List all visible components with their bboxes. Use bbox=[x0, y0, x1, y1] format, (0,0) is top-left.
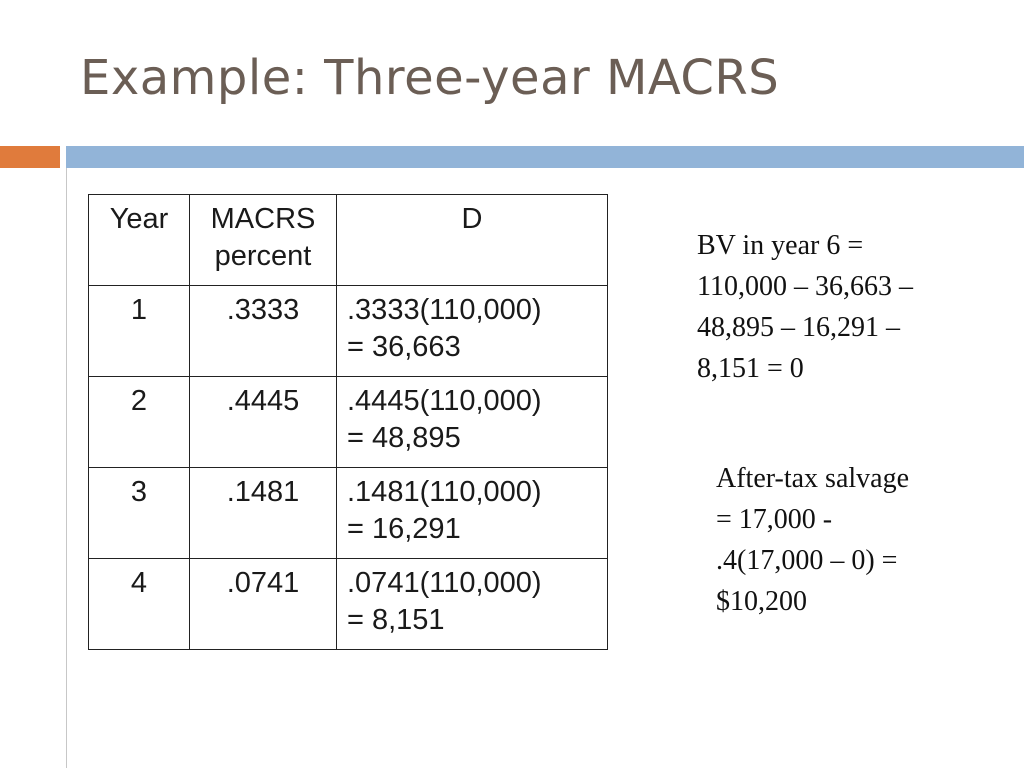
header-macrs-line1: MACRS bbox=[210, 203, 316, 235]
cell-percent: .4445 bbox=[190, 377, 337, 468]
header-macrs-percent bbox=[190, 195, 337, 286]
cell-percent: .1481 bbox=[190, 468, 337, 559]
table-row bbox=[89, 377, 608, 468]
note-line: 110,000 – 36,663 – bbox=[697, 271, 913, 302]
table-row bbox=[89, 468, 608, 559]
cell-year: 3 bbox=[89, 468, 190, 559]
header-macrs-line2: percent bbox=[214, 240, 312, 272]
header-year: Year bbox=[89, 195, 190, 286]
cell-depreciation bbox=[337, 286, 608, 377]
accent-bar-blue bbox=[66, 146, 1024, 168]
cell-d-formula: .0741(110,000) bbox=[347, 567, 542, 599]
table-row bbox=[89, 559, 608, 650]
table-row bbox=[89, 286, 608, 377]
cell-depreciation bbox=[337, 468, 608, 559]
slide-title: Example: Three-year MACRS bbox=[80, 50, 780, 106]
macrs-table bbox=[88, 194, 608, 650]
cell-year: 2 bbox=[89, 377, 190, 468]
note-line: = 17,000 - bbox=[716, 504, 833, 535]
cell-d-result: = 36,663 bbox=[347, 331, 461, 363]
cell-depreciation bbox=[337, 559, 608, 650]
cell-d-result: = 48,895 bbox=[347, 422, 461, 454]
accent-bar-orange bbox=[0, 146, 60, 168]
note-line: 8,151 = 0 bbox=[697, 353, 804, 384]
cell-d-result: = 8,151 bbox=[347, 604, 445, 636]
note-line: 48,895 – 16,291 – bbox=[697, 312, 900, 343]
left-divider bbox=[66, 168, 67, 768]
note-line: BV in year 6 = bbox=[697, 230, 864, 261]
note-line: .4(17,000 – 0) = bbox=[716, 545, 898, 576]
cell-year: 1 bbox=[89, 286, 190, 377]
cell-d-result: = 16,291 bbox=[347, 513, 461, 545]
cell-depreciation bbox=[337, 377, 608, 468]
cell-percent: .3333 bbox=[190, 286, 337, 377]
cell-d-formula: .3333(110,000) bbox=[347, 294, 542, 326]
note-line: After-tax salvage bbox=[716, 463, 910, 494]
cell-percent: .0741 bbox=[190, 559, 337, 650]
cell-d-formula: .1481(110,000) bbox=[347, 476, 542, 508]
book-value-note bbox=[697, 225, 997, 389]
note-line: $10,200 bbox=[716, 586, 807, 617]
cell-d-formula: .4445(110,000) bbox=[347, 385, 542, 417]
after-tax-salvage-note bbox=[716, 458, 996, 622]
header-d: D bbox=[337, 195, 608, 286]
table-header-row bbox=[89, 195, 608, 286]
cell-year: 4 bbox=[89, 559, 190, 650]
